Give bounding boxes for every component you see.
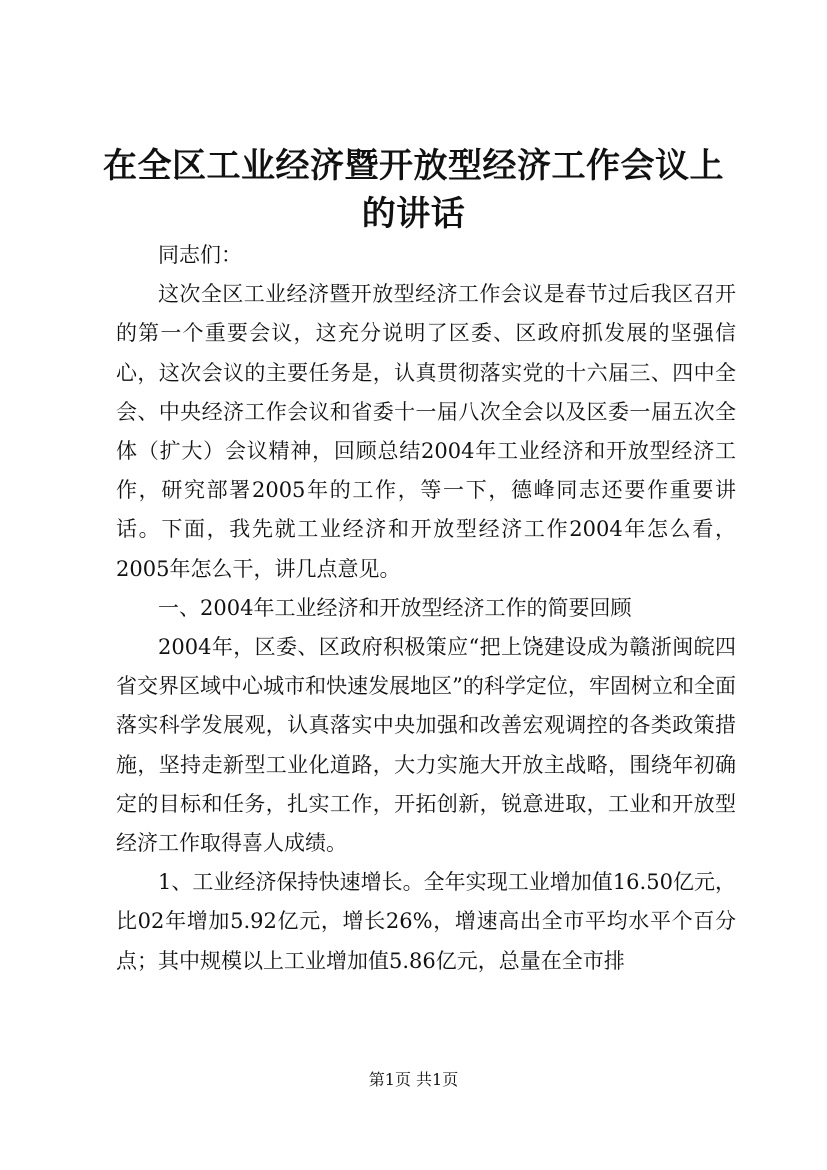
document-title: 在全区工业经济暨开放型经济工作会议上的讲话 — [103, 146, 724, 234]
paragraph-review: 2004年，区委、区政府积极策应“把上饶建设成为赣浙闽皖四省交界区域中心城市和快速发展地区”的科学定位，牢固树立和全面落实科学发展观，认真落实中央加强和改善宏观调控的各类政策措施，坚持走新型工业化道路，大力实施大开放主战略，围绕年初确定的目标和任务，扎实工作，开拓创新，锐意进取，工业和开放型经济工作取得喜人成绩。 — [116, 635, 736, 856]
section-heading: 一、2004年工业经济和开放型经济工作的简要回顾 — [158, 595, 632, 620]
paragraph-industrial-growth: 1、工业经济保持快速增长。全年实现工业增加值16.50亿元，比02年增加5.92亿元，增长26%，增速高出全市平均水平个百分点；其中规模以上工业增加值5.86亿元，总量在全市排 — [116, 870, 736, 973]
document-body — [116, 236, 736, 981]
paragraph-intro: 这次全区工业经济暨开放型经济工作会议是春节过后我区召开的第一个重要会议，这充分说明了区委、区政府抓发展的坚强信心，这次会议的主要任务是，认真贯彻落实党的十六届三、四中全会、中央经济工作会议和省委十一届八次全会以及区委一届五次全体（扩大）会议精神，回顾总结2004年工业经济和开放型经济工作，研究部署2005年的工作，等一下，德峰同志还要作重要讲话。下面，我先就工业经济和开放型经济工作2004年怎么看，2005年怎么干，讲几点意见。 — [116, 282, 736, 581]
paragraph-salutation: 同志们： — [158, 243, 242, 267]
page-footer: 第1页 共1页 — [368, 1070, 459, 1089]
